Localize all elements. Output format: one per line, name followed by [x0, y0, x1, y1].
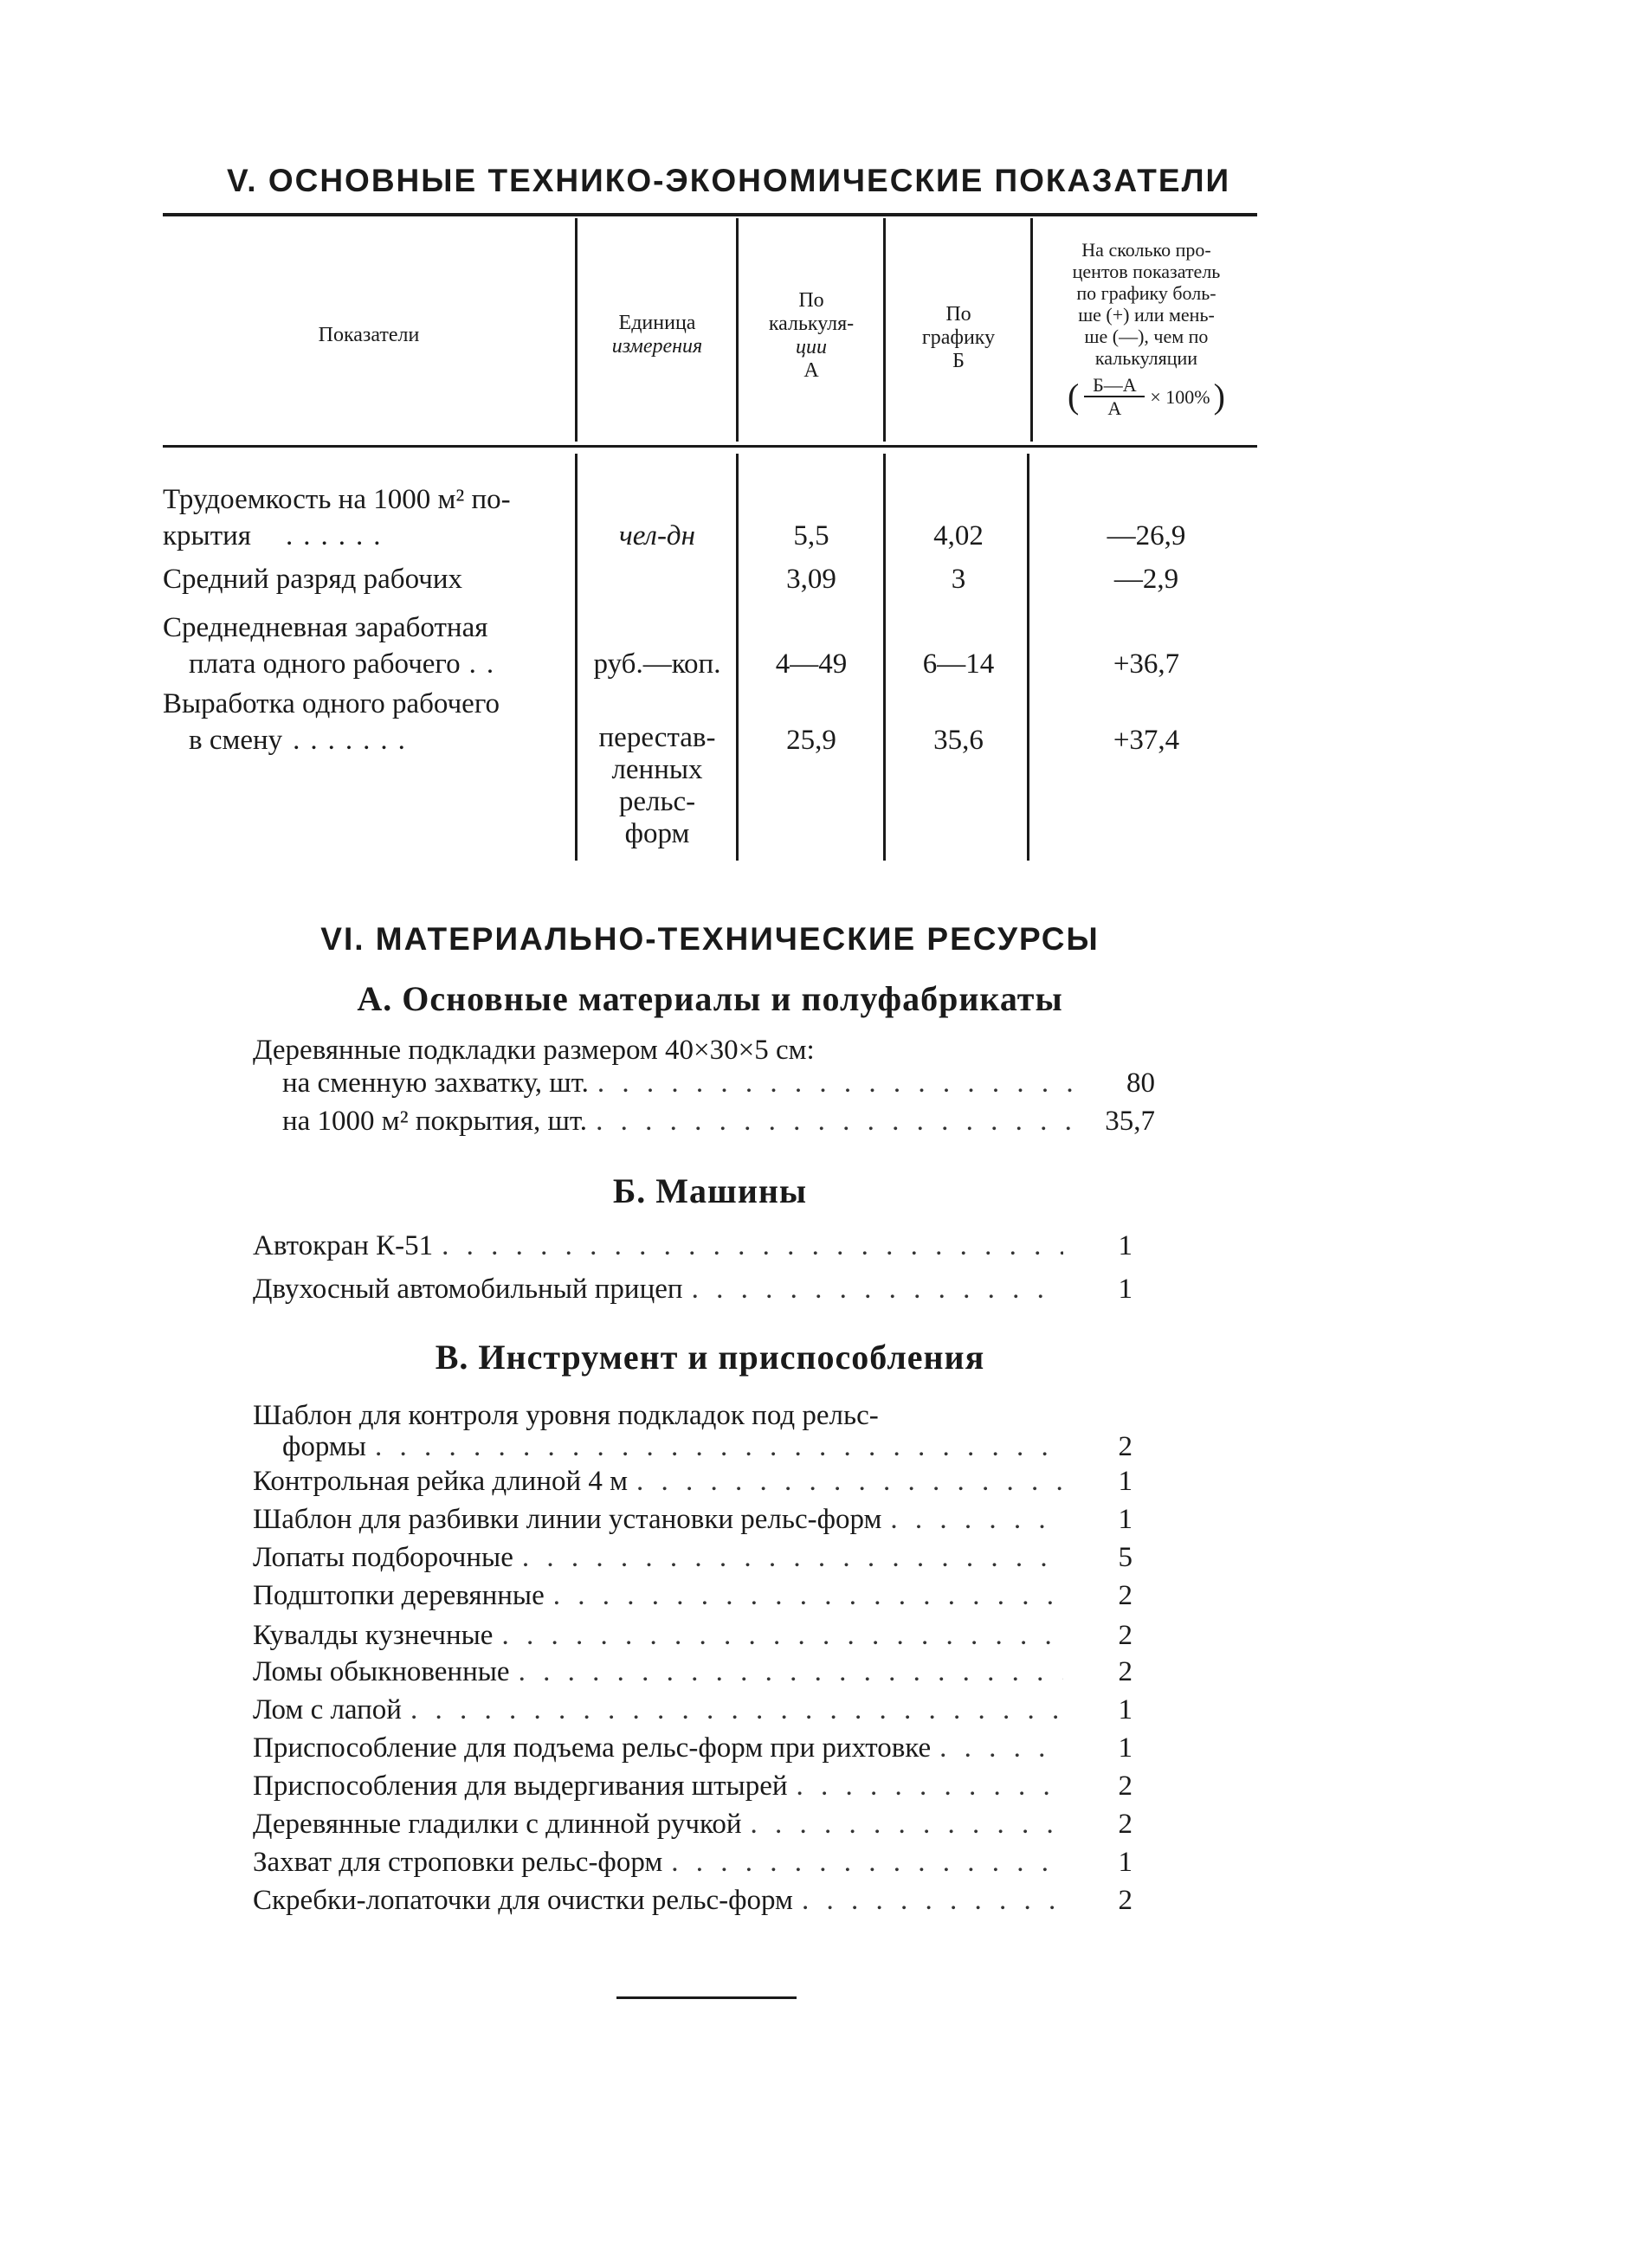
item-label: Двухосный автомобильный прицеп: [253, 1274, 683, 1305]
item-quantity: 1: [1118, 1274, 1133, 1305]
list-item: [253, 1463, 1133, 1500]
formula-numerator: Б—А: [1093, 374, 1137, 396]
list-item: [253, 1654, 1133, 1690]
header-unit-line: измерения: [611, 335, 703, 358]
column-divider: [575, 454, 578, 861]
list-item: [253, 1539, 1133, 1576]
item-label: Контрольная рейка длиной 4 м: [253, 1466, 629, 1497]
column-divider: [883, 454, 886, 861]
item-label: на сменную захватку, шт.: [282, 1067, 589, 1099]
header-percent-line: На сколько про-: [1081, 239, 1211, 261]
item-quantity: 1: [1118, 1847, 1133, 1878]
item-quantity: 2: [1118, 1656, 1133, 1687]
subsection-b-title: Б. Машины: [612, 1171, 808, 1210]
list-item: [253, 1501, 1133, 1538]
row-percent: +36,7: [1113, 648, 1180, 680]
header-percent-line: по графику боль-: [1076, 282, 1216, 304]
subsection-c-title: В. Инструмент и приспособления: [435, 1338, 985, 1377]
list-item: [253, 1692, 1133, 1728]
item-label: на 1000 м² покрытия, шт.: [282, 1106, 588, 1137]
item-label: Приспособления для выдергивания штырей: [253, 1770, 788, 1802]
row-label-line: крытия: [163, 520, 251, 551]
item-quantity: 1: [1118, 1466, 1133, 1497]
row-label-line: Трудоемкость на 1000 м² по-: [163, 484, 511, 515]
table-row-label: Выработка одного рабочего в смену .......: [163, 686, 500, 758]
item-label: Кувалды кузнечные: [253, 1620, 494, 1651]
row-percent: —2,9: [1113, 564, 1179, 595]
row-label-line: Выработка одного рабочего: [163, 688, 500, 719]
row-schedule: 35,6: [933, 725, 984, 756]
list-item: [253, 1228, 1133, 1264]
row-schedule: 3: [951, 564, 966, 595]
header-calc-line: По: [798, 289, 824, 312]
list-item: [253, 1617, 1133, 1654]
item-label: Приспособление для подъема рельс-форм при рихтовке: [253, 1732, 932, 1764]
header-percent-line: центов показатель: [1072, 261, 1221, 282]
header-schedule-line: Б: [952, 350, 965, 372]
item-label: Шаблон для разбивки линии установки рельс-форм: [253, 1504, 882, 1535]
item-quantity: 2: [1118, 1885, 1133, 1916]
header-percent: [1036, 239, 1257, 419]
table-row-label: Трудоемкость на 1000 м² по- крытия ......: [163, 481, 511, 554]
item-quantity: 2: [1118, 1770, 1133, 1802]
formula-multiplier: × 100%: [1150, 385, 1210, 408]
row-label-line: в смену: [189, 725, 283, 756]
column-divider: [575, 218, 578, 442]
header-unit-line: Единица: [618, 312, 696, 334]
percent-formula: ( Б—А А × 100% ): [1068, 374, 1225, 419]
table-row-label: Средний разряд рабочих: [163, 564, 462, 595]
list-item: [282, 1103, 1155, 1139]
tools-first-line: Шаблон для контроля уровня подкладок под рельс-: [253, 1400, 879, 1431]
subsection-a-title: А. Основные материалы и полуфабрикаты: [357, 979, 1063, 1018]
item-quantity: 35,7: [1105, 1106, 1155, 1137]
list-item: [253, 1844, 1133, 1880]
header-calc-line: калькуля-: [768, 313, 855, 335]
item-quantity: 5: [1118, 1542, 1133, 1573]
header-schedule-line: По: [945, 303, 971, 326]
header-calc: [739, 289, 883, 383]
list-item: [253, 1806, 1133, 1842]
list-item: [253, 1730, 1133, 1766]
item-quantity: 2: [1118, 1620, 1133, 1651]
table-row-label: Среднедневная заработная плата одного рабочего ..: [163, 610, 504, 682]
item-quantity: 1: [1118, 1694, 1133, 1725]
list-item: [253, 1577, 1133, 1614]
row-calc: 4—49: [775, 648, 848, 680]
row-unit: руб.—коп.: [593, 648, 721, 680]
header-indicator: [163, 324, 575, 347]
list-item: [253, 1271, 1133, 1307]
end-rule: [616, 1996, 797, 1999]
item-label: формы: [282, 1431, 366, 1462]
header-percent-line: калькуляции: [1094, 347, 1198, 369]
row-percent: +37,4: [1113, 725, 1180, 756]
header-unit: [578, 312, 736, 358]
header-calc-line: А: [803, 359, 819, 382]
row-schedule: 6—14: [922, 648, 995, 680]
header-percent-line: ше (—), чем по: [1084, 326, 1209, 347]
row-label-line: плата одного рабочего: [189, 648, 461, 680]
item-label: Автокран К-51: [253, 1230, 434, 1261]
column-divider: [883, 218, 886, 442]
list-item: [282, 1065, 1155, 1101]
row-calc: 25,9: [786, 725, 836, 756]
column-divider: [736, 454, 739, 861]
column-divider: [736, 218, 739, 442]
formula-denominator: А: [1107, 397, 1122, 419]
header-schedule: [887, 303, 1030, 373]
item-label: Лом с лапой: [253, 1694, 402, 1725]
item-quantity: 1: [1118, 1732, 1133, 1764]
column-divider: [1030, 218, 1033, 442]
item-quantity: 1: [1118, 1504, 1133, 1535]
header-percent-line: ше (+) или мень-: [1078, 304, 1215, 326]
list-item: [282, 1429, 1133, 1465]
row-calc: 3,09: [786, 564, 836, 595]
item-label: Подштопки деревянные: [253, 1580, 545, 1611]
row-label-line: Среднедневная заработная: [163, 612, 488, 643]
header-calc-line: ции: [796, 336, 827, 358]
section-5-title: V. ОСНОВНЫЕ ТЕХНИКО-ЭКОНОМИЧЕСКИЕ ПОКАЗАТЕЛИ: [227, 163, 1231, 198]
row-unit-line: форм: [624, 818, 690, 849]
item-quantity: 2: [1118, 1809, 1133, 1840]
row-calc: 5,5: [793, 520, 829, 551]
item-quantity: 2: [1118, 1431, 1133, 1462]
item-label: Скребки-лопаточки для очистки рельс-форм: [253, 1885, 793, 1916]
list-item: [253, 1768, 1133, 1804]
item-quantity: 1: [1118, 1230, 1133, 1261]
item-label: Деревянные гладилки с длинной ручкой: [253, 1809, 742, 1840]
header-indicator-text: Показатели: [318, 324, 420, 346]
item-label: Лопаты подборочные: [253, 1542, 513, 1573]
list-item: [253, 1882, 1133, 1919]
table-header-rule: [163, 445, 1257, 448]
item-label: Ломы обыкновенные: [253, 1656, 510, 1687]
materials-intro: Деревянные подкладки размером 40×30×5 см:: [253, 1035, 815, 1066]
row-percent: —26,9: [1107, 520, 1186, 551]
table-top-rule: [163, 213, 1257, 216]
row-unit-line: ленных: [611, 754, 703, 785]
item-quantity: 2: [1118, 1580, 1133, 1611]
item-label: Захват для строповки рельс-форм: [253, 1847, 663, 1878]
header-schedule-line: графику: [921, 326, 996, 349]
row-schedule: 4,02: [933, 520, 984, 551]
item-quantity: 80: [1126, 1067, 1155, 1099]
row-unit-line: рельс-: [618, 786, 696, 817]
row-unit: [578, 722, 736, 850]
row-unit: чел-дн: [618, 520, 695, 551]
section-6-title: VI. МАТЕРИАЛЬНО-ТЕХНИЧЕСКИЕ РЕСУРСЫ: [320, 921, 1100, 957]
row-unit-line: перестав-: [598, 722, 716, 753]
